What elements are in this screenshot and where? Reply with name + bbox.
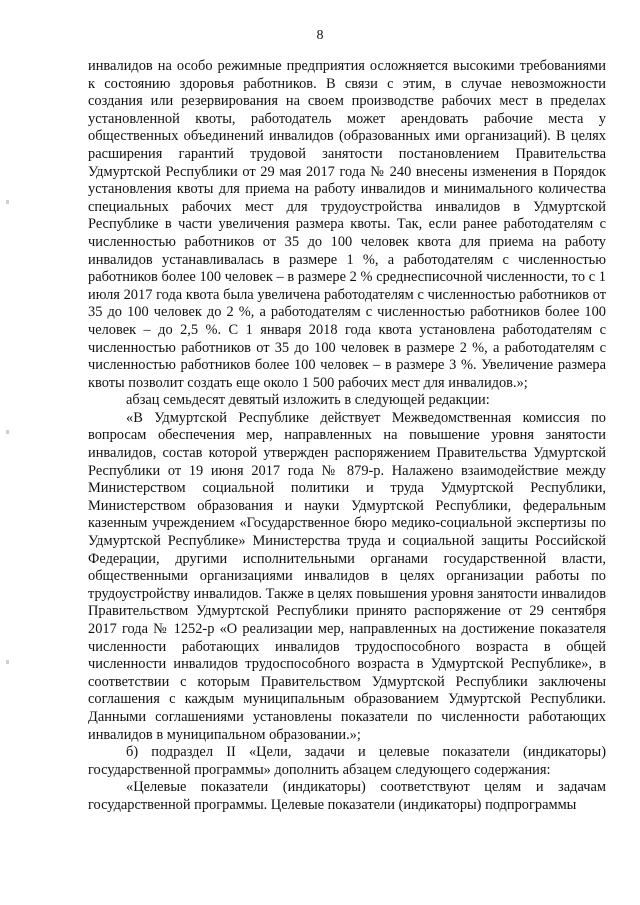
document-body (88, 58, 606, 815)
scan-edge-mark (6, 430, 9, 434)
page-number: 8 (316, 28, 324, 43)
paragraph-target-indicators: «Целевые показатели (индикаторы) соответствуют целям и задачам государственной программы. Целевые показатели (индикаторы) подпрограммы (88, 779, 606, 813)
paragraph-quota-continuation: инвалидов на особо режимные предприятия осложняется высокими требованиями к состоянию здоровья работников. В связи с этим, в случае невозможности создания или резервирования на своем производстве рабочих мест в пределах установленной квоты, работодатель может арендовать рабочие места у общественных объединений инвалидов (образованных ими организаций). В целях расширения гарантий трудовой занятости постановлением Правительства Удмуртской Республики от 29 мая 2017 года № 240 внесены изменения в Порядок установления квоты для приема на работу инвалидов и минимального количества специальных рабочих мест для трудоустройства инвалидов в Удмуртской Республике в части увеличения размера квоты. Так, если ранее работодателям с численностью работников от 35 до 100 человек квота для приема на работу инвалидов устанавливалась в размере 1 %, а работодателям с численностью работников более 100 человек – в размере 2 % среднесписочной численности, то с 1 июля 2017 года квота была увеличена работодателям с численностью работников от 35 до 100 человек до 2 %, а работодателям с численностью работников более 100 человек – до 2,5 %. С 1 января 2018 года квота установлена работодателям с численностью работников от 35 до 100 человек в размере 2 %, а работодателям с численностью работников более 100 человек – в размере 3 %. Увеличение размера квоты позволит создать еще около 1 500 рабочих мест для инвалидов.»; (88, 58, 606, 391)
paragraph-subsection-two: б) подраздел II «Цели, задачи и целевые показатели (индикаторы) государственной программы» дополнить абзацем следующего содержания: (88, 744, 606, 778)
paragraph-interdepartmental-commission: «В Удмуртской Республике действует Межведомственная комиссия по вопросам обеспечения мер, направленных на повышение уровня занятости инвалидов, состав которой утвержден распоряжением Правительства Удмуртской Республики от 19 июня 2017 года № 879-р. Налажено взаимодействие между Министерством социальной политики и труда Удмуртской Республики, Министерством образования и науки Удмуртской Республики, федеральным казенным учреждением «Государственное бюро медико-социальной экспертизы по Удмуртской Республике» Министерства труда и социальной защиты Российской Федерации, другими исполнительными органами государственной власти, общественными организациями инвалидов в целях организации работы по трудоустройству инвалидов. Также в целях повышения уровня занятости инвалидов Правительством Удмуртской Республики принято распоряжение от 29 сентября 2017 года № 1252-р «О реализации мер, направленных на достижение показателя численности работающих инвалидов трудоспособного возраста в общей численности инвалидов трудоспособного возраста в Удмуртской Республике», в соответствии с которым Правительством Удмуртской Республики заключены соглашения с каждым муниципальным образованием Удмуртской Республики. Данными соглашениями установлены показатели по численности работающих инвалидов в муниципальном образовании.»; (88, 409, 606, 743)
scan-edge-mark (6, 200, 9, 204)
paragraph-amendment-instruction: абзац семьдесят девятый изложить в следующей редакции: (126, 392, 490, 409)
scan-edge-mark (6, 660, 9, 664)
